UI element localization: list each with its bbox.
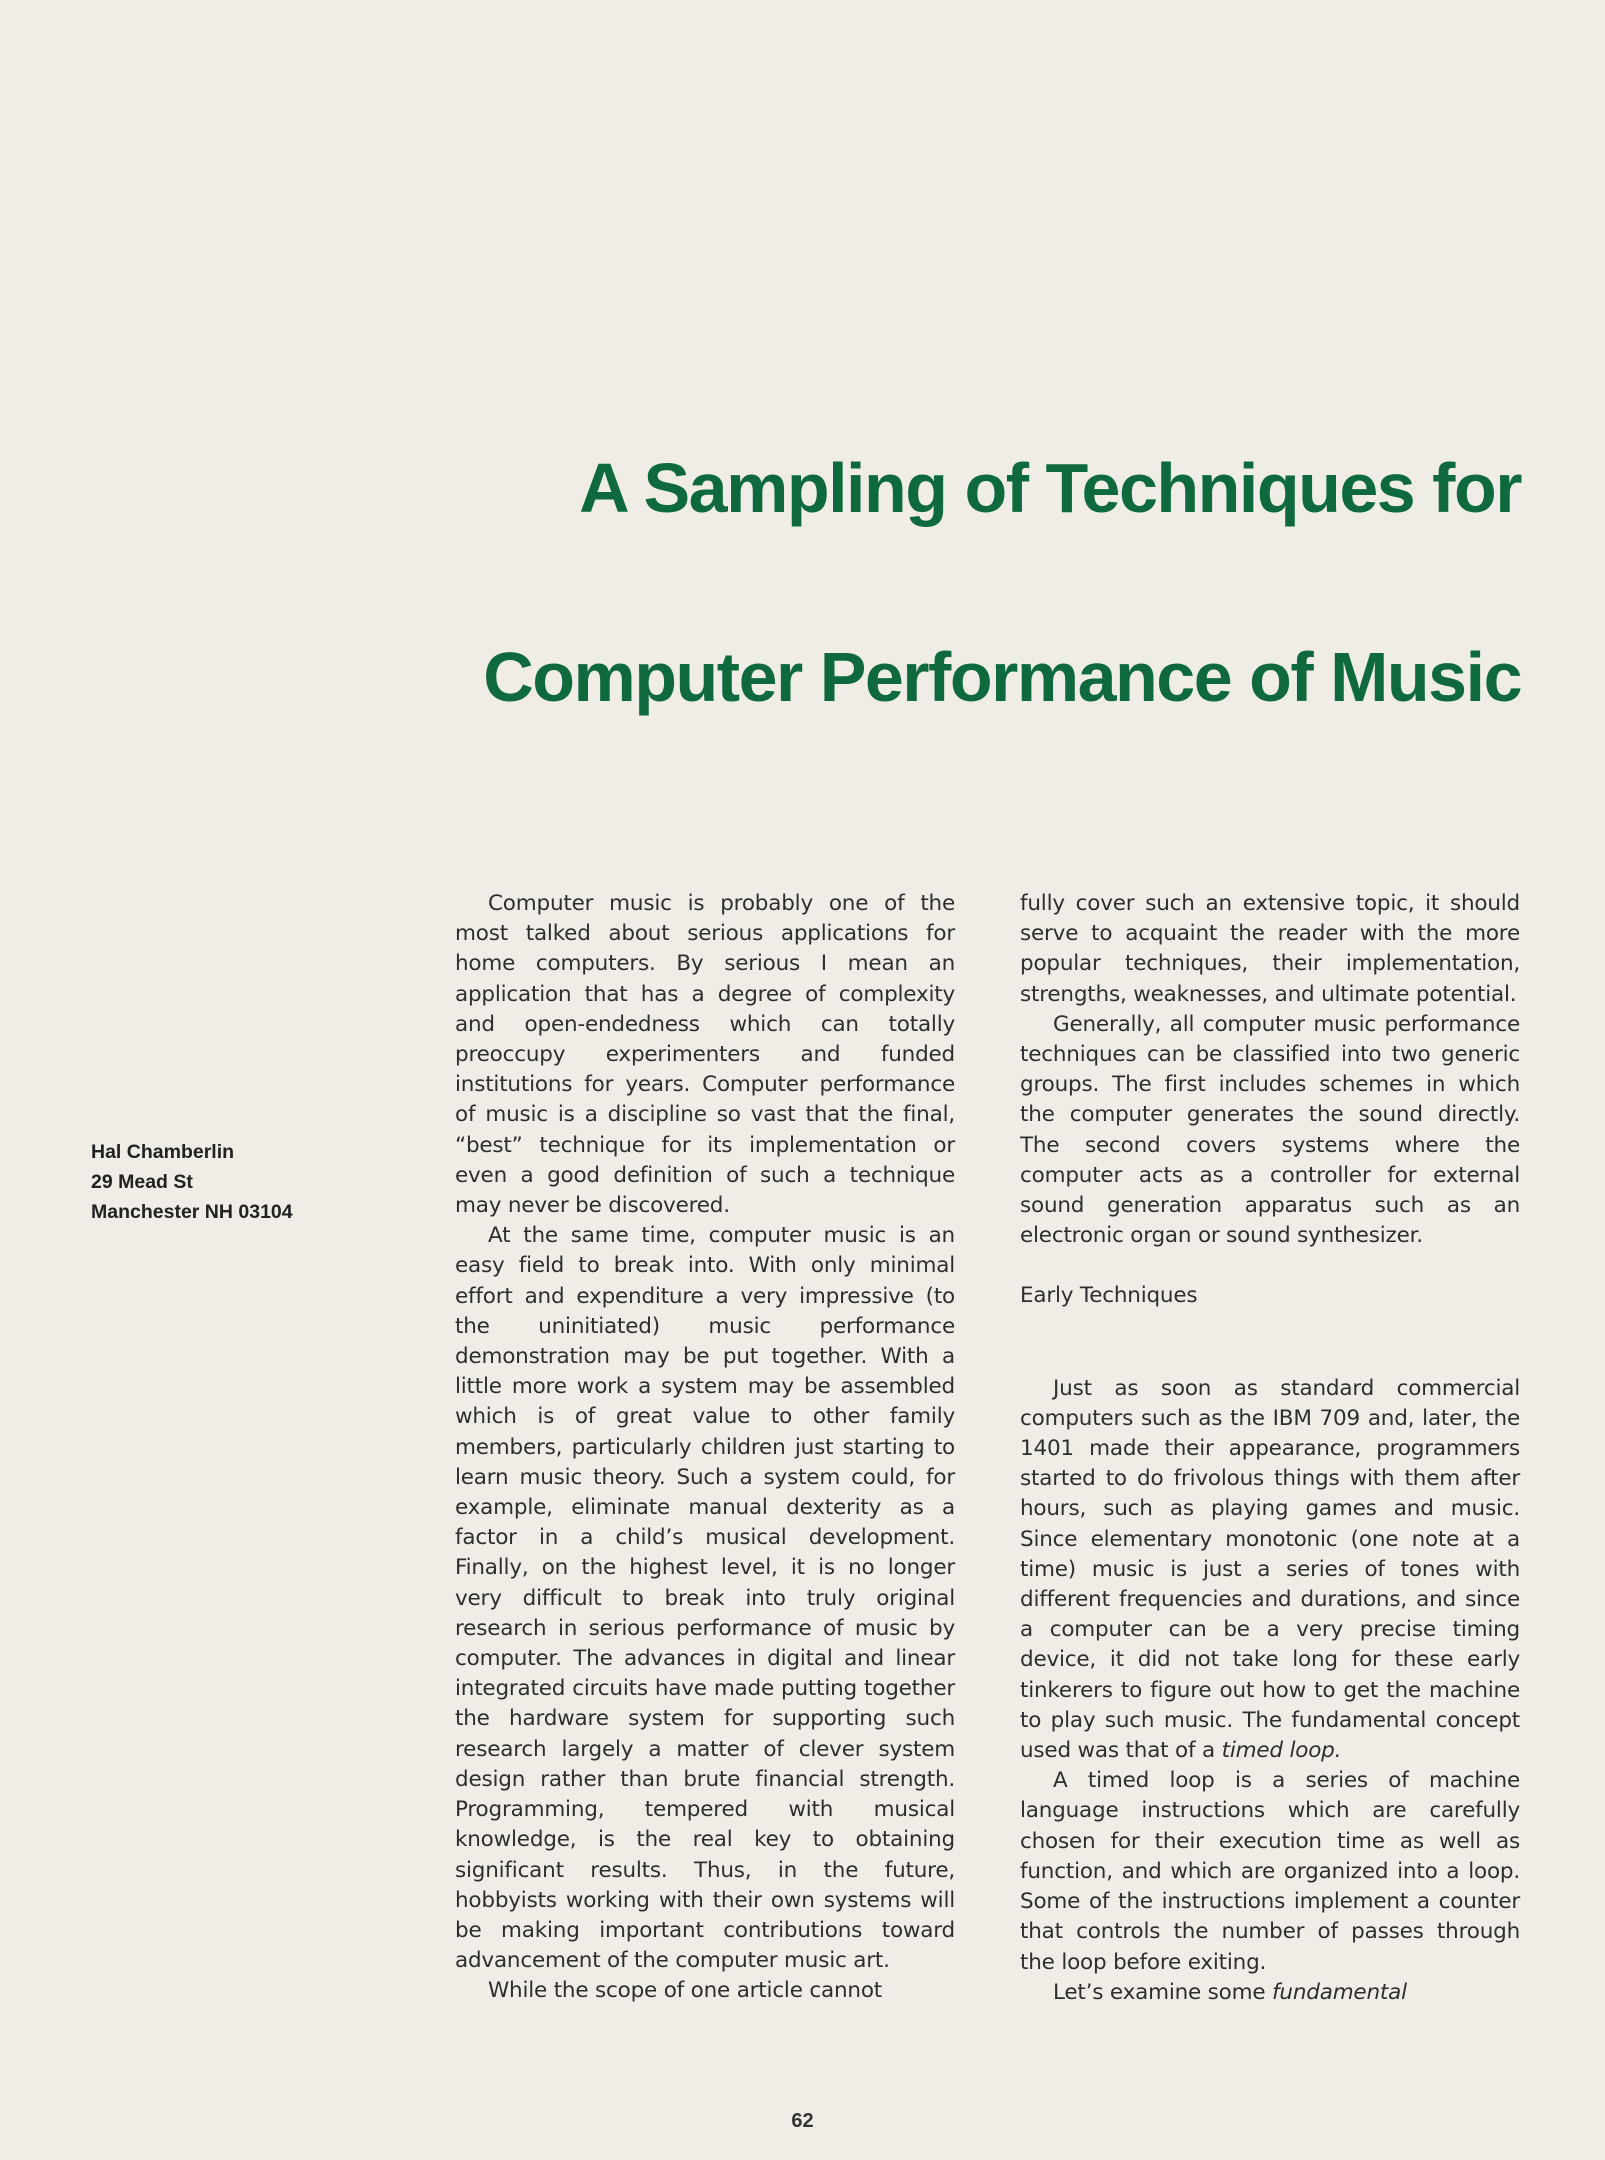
paragraph — [1020, 1344, 1520, 1767]
author-block — [91, 1137, 293, 1227]
emphasis-text: fundamental — [1272, 1979, 1407, 2005]
page-number: 62 — [791, 2110, 814, 2132]
paragraph: At the same time, computer music is an easy field to break into. With only minimal effort and expenditure a very impressive (to the uninitiated) music performance demonstration may be put together. With a little more work a system may be assembled which is of great value to other family members, particularly children just starting to learn music theory. Such a system could, for example, eliminate manual dexterity as a factor in a child’s musical development. Finally, on the highest level, it is no longer very difficult to break into truly original research in serious performance of music by computer. The advances in digital and linear integrated circuits have made putting together the hardware system for supporting such research largely a matter of clever system design rather than brute financial strength. Programming, tempered with musical knowledge, is the real key to obtaining significant results. Thus, in the future, hobbyists working with their own systems will be making important contributions toward advancement of the computer music art. — [455, 1223, 955, 1974]
article-title-line-1: A Sampling of Techniques for — [579, 449, 1521, 527]
article-title-line-2: Computer Performance of Music — [483, 638, 1521, 716]
author-city: Manchester NH 03104 — [91, 1201, 293, 1223]
right-text-column — [1020, 889, 1520, 2008]
paragraph-text: Just as soon as standard commercial computers such as the IBM 709 and, later, the 1401 made their appearance, programmers started to do frivolous things with them after hours, such as playing games and music. Since elementary monotonic (one note at a time) music is just a series of tones with different frequencies and durations, and since a computer can be a very precise timing device, it did not take long for these early tinkerers to figure out how to get the machine to play such music. The fundamental concept used was that of a — [1020, 1375, 1520, 1764]
paragraph: fully cover such an extensive topic, it should serve to acquaint the reader with the more popular techniques, their implementation, strengths, weaknesses, and ultimate potential. — [1020, 891, 1520, 1007]
emphasis-text: timed loop. — [1221, 1738, 1342, 1764]
paragraph: Generally, all computer music performance techniques can be classified into two generic groups. The first includes schemes in which the computer generates the sound directly. The second covers systems where the computer acts as a controller for external sound generation apparatus such as an electronic organ or sound synthesizer. — [1020, 1011, 1520, 1249]
paragraph: Computer music is probably one of the most talked about serious applications for home computers. By serious I mean an application that has a degree of complexity and open-endedness which can totally preoccupy experimenters and funded institutions for years. Computer performance of music is a discipline so vast that the final, “best” technique for its implementation or even a good definition of such a technique may never be discovered. — [455, 891, 955, 1219]
paragraph-text: Let’s examine some — [1053, 1979, 1273, 2005]
left-text-column — [455, 889, 955, 2007]
author-name: Hal Chamberlin — [91, 1141, 235, 1163]
paragraph — [1020, 1978, 1520, 2008]
section-heading: Early Techniques — [1020, 1283, 1198, 1309]
paragraph: A timed loop is a series of machine language instructions which are carefully chosen for their execution time as well as function, and which are organized into a loop. Some of the instructions implement a counter that controls the number of passes through the loop before exiting. — [1020, 1768, 1520, 1975]
author-street: 29 Mead St — [91, 1171, 193, 1193]
paragraph: While the scope of one article cannot — [488, 1978, 883, 2004]
